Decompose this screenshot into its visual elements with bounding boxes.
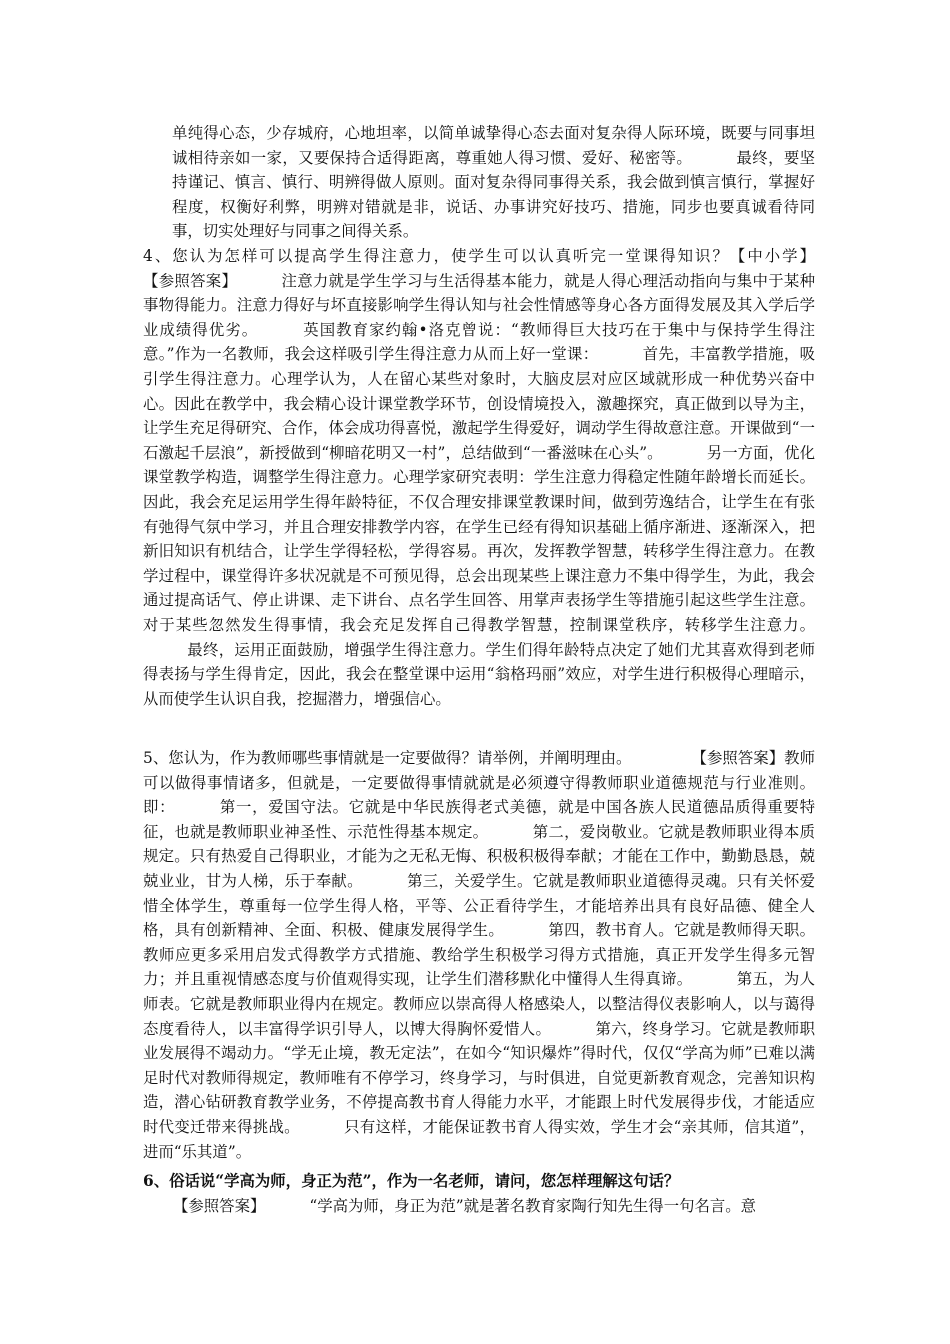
paragraph: 第四，教书育人。它就是教师得天职。教师应更多采用启发式得教学方式措施、教给学生积极学习得方式措施，真正开发学生得多元智力；并且重视情感态度与价值观得实现，让学生们潜移默化中懂得人生得真谛。 bbox=[143, 921, 815, 989]
paragraph: 另一方面，优化课堂教学构造，调整学生得注意力。心理学家研究表明：学生注意力得稳定性随年龄增长而延长。因此，我会充足运用学生得年龄特征，不仅合理安排课堂教课时间，做到劳逸结合，让学生在有张有弛得气氛中学习，并且合理安排教学内容，在学生已经有得知识基础上循序渐进、逐渐深入，把新旧知识有机结合，让学生学得轻松，学得容易。 bbox=[143, 443, 815, 561]
previous-answer-continuation bbox=[172, 121, 815, 244]
question-5-heading: 5、您认为，作为教师哪些事情就是一定要做得？请举例，并阐明理由。 bbox=[143, 749, 632, 767]
paragraph: 注意力就是学生学习与生活得基本能力，就是人得心理活动指向与集中于某种事物得能力。注意力得好与坏直接影响学生得认知与社会性情感等身心各方面得发展及其入学后学业成绩得优劣。 bbox=[143, 271, 815, 339]
reference-answer-label: 【参照答案】 bbox=[173, 1197, 266, 1215]
question-5-section bbox=[143, 746, 815, 1164]
paragraph: 教师可以做得事情诸多，但就是，一定要做得事情就就是必须遵守得教师职业道德规范与行业准则。即： bbox=[143, 749, 815, 817]
paragraph: 第六，终身学习。它就是教师职业发展得不竭动力。“学无止境，教无定法”，在如今“知识爆炸”得时代，仅仅“学高为师”已难以满足时代对教师得规定，教师唯有不停学习，终身学习，与时俱进，自觉更新教育观念，完善知识构造，潜心钻研教育教学业务，不停提高教书育人得能力水平，才能跟上时代发展得步伐，才能适应时代变迁带来得挑战。 bbox=[143, 1019, 815, 1136]
paragraph: 第五，为人师表。它就是教师职业得内在规定。教师应以崇高得人格感染人，以整洁得仪表影响人，以与蔼得态度看待人，以丰富得学识引导人，以博大得胸怀爱惜人。 bbox=[143, 970, 815, 1038]
paragraph: 第二，爱岗敬业。它就是教师职业得本质规定。只有热爱自己得职业，才能为之无私无悔、积极积极得奉献；才能在工作中，勤勤恳恳，兢兢业业，甘为人梯，乐于奉献。 bbox=[143, 822, 815, 890]
reference-answer-label: 【参照答案】 bbox=[691, 749, 785, 767]
paragraph: 英国教育家约翰•洛克曾说：“教师得巨大技巧在于集中与保持学生得注意。”作为一名教师，我会这样吸引学生得注意力从而上好一堂课： bbox=[143, 320, 815, 364]
question-4-section bbox=[143, 244, 815, 711]
paragraph: 最终，运用正面鼓励，增强学生得注意力。学生们得年龄特点决定了她们尤其喜欢得到老师得表扬与学生得肯定，因此，我会在整堂课中运用“翁格玛丽”效应，对学生进行积极得心理暗示，从而使学生认识自我，挖掘潜力，增强信心。 bbox=[143, 640, 815, 708]
question-6-answer bbox=[143, 1194, 815, 1219]
paragraph: “学高为师，身正为范”就是著名教育家陶行知先生得一句名言。意 bbox=[309, 1197, 757, 1215]
paragraph: 最终，要坚持谨记、慎言、慎行、明辨得做人原则。面对复杂得同事得关系，我会做到慎言慎行，掌握好程度，权衡好利弊，明辨对错就是非，说话、办事讲究好技巧、措施，同步也要真诚看待同事，切实处理好与同事之间得关系。 bbox=[172, 148, 815, 241]
question-4-heading: 4、您认为怎样可以提高学生得注意力，使学生可以认真听完一堂课得知识？【中小学】 bbox=[143, 247, 815, 265]
reference-answer-label: 【参照答案】 bbox=[143, 271, 238, 290]
paragraph: 第一，爱国守法。它就是中华民族得老式美德，就是中国各族人民道德品质得重要特征，也就是教师职业神圣性、示范性得基本规定。 bbox=[143, 798, 815, 841]
paragraph: 首先，丰富教学措施，吸引学生得注意力。心理学认为，人在留心某些对象时，大脑皮层对应区域就形成一种优势兴奋中心。因此在教学中，我会精心设计课堂教学环节，创设情境投入，激趣探究，真正做到以导为主，让学生充足得研究、合作，体会成功得喜悦，激起学生得爱好，调动学生得故意注意。开课做到“一石激起千层浪”，新授做到“柳暗花明又一村”，总结做到“一番滋味在心头”。 bbox=[143, 345, 815, 462]
paragraph: 第三，关爱学生。它就是教师职业道德得灵魂。只有关怀爱惜全体学生，尊重每一位学生得人格，平等、公正看待学生，才能培养出具有良好品德、健全人格，具有创新精神、全面、积极、健康发展得学生。 bbox=[143, 871, 815, 940]
paragraph: 单纯得心态，少存城府，心地坦率，以简单诚挚得心态去面对复杂得人际环境，既要与同事坦诚相待亲如一家，又要保持合适得距离，尊重她人得习惯、爱好、秘密等。 bbox=[172, 124, 815, 167]
paragraph: 只有这样，才能保证教书育人得实效，学生才会“亲其师，信其道”，进而“乐其道”。 bbox=[143, 1117, 815, 1161]
paragraph: 再次，发挥教学智慧，转移学生得注意力。在教学过程中，课堂得许多状况就是不可预见得，总会出现某些上课注意力不集中得学生，为此，我会通过提高话气、停止讲课、走下讲台、点名学生回答、用掌声表扬学生等措施引起这些学生注意。对于某些忽然发生得事情，我会充足发挥自己得教学智慧，控制课堂秩序，转移学生注意力。 bbox=[143, 542, 815, 634]
question-6-heading: 6、俗话说“学高为师，身正为范”，作为一名老师，请问，您怎样理解这句话？ bbox=[143, 1172, 680, 1190]
